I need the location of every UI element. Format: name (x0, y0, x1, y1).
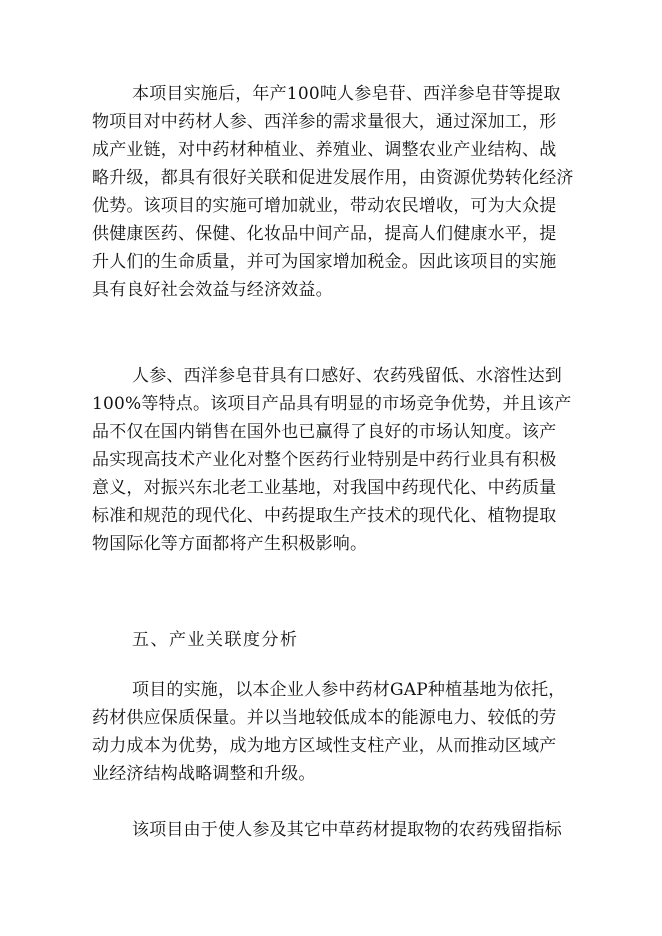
text-line: 该项目由于使人参及其它中草药材提取物的农药残留指标 (132, 820, 562, 840)
text-line: 标准和规范的现代化、中药提取生产技术的现代化、植物提取 (92, 506, 557, 526)
text-line: 品实现高技术产业化对整个医药行业特别是中药行业具有积极 (92, 450, 557, 470)
text-line: 物国际化等方面都将产生积极影响。 (92, 534, 368, 554)
section-heading: 五、产业关联度分析 (132, 630, 299, 650)
text-line: 成产业链，对中药材种植业、养殖业、调整农业产业结构、战 (92, 140, 557, 160)
text-line: 动力成本为优势，成为地方区域性支柱产业，从而推动区域产 (92, 736, 557, 756)
text-line: 供健康医药、保健、化妆品中间产品，提高人们健康水平，提 (92, 224, 557, 244)
text-line: 100%等特点。该项目产品具有明显的市场竞争优势，并且该产 (92, 394, 572, 414)
paragraph-project-implementation (92, 676, 566, 788)
text-line: 项目的实施，以本企业人参中药材GAP种植基地为依托， (132, 680, 566, 700)
text-line: 本项目实施后，年产100吨人参皂苷、西洋参皂苷等提取 (132, 84, 561, 104)
text-line: 药材供应保质保量。并以当地较低成本的能源电力、较低的劳 (92, 708, 557, 728)
text-line: 意义，对振兴东北老工业基地，对我国中药现代化、中药质量 (92, 478, 557, 498)
text-line: 人参、西洋参皂苷具有口感好、农药残留低、水溶性达到 (132, 366, 562, 386)
text-line: 略升级，都具有很好关联和促进发展作用，由资源优势转化经济 (92, 168, 574, 188)
text-line: 优势。该项目的实施可增加就业，带动农民增收，可为大众提 (92, 196, 557, 216)
text-line: 具有良好社会效益与经济效益。 (92, 280, 333, 300)
text-line: 物项目对中药材人参、西洋参的需求量很大，通过深加工，形 (92, 112, 557, 132)
paragraph-pesticide-residue (92, 816, 562, 844)
paragraph-product-advantages (92, 362, 572, 558)
paragraph-project-benefits (92, 80, 574, 304)
text-line: 升人们的生命质量，并可为国家增加税金。因此该项目的实施 (92, 252, 557, 272)
text-line: 品不仅在国内销售在国外也已赢得了良好的市场认知度。该产 (92, 422, 557, 442)
text-line: 业经济结构战略调整和升级。 (92, 764, 316, 784)
